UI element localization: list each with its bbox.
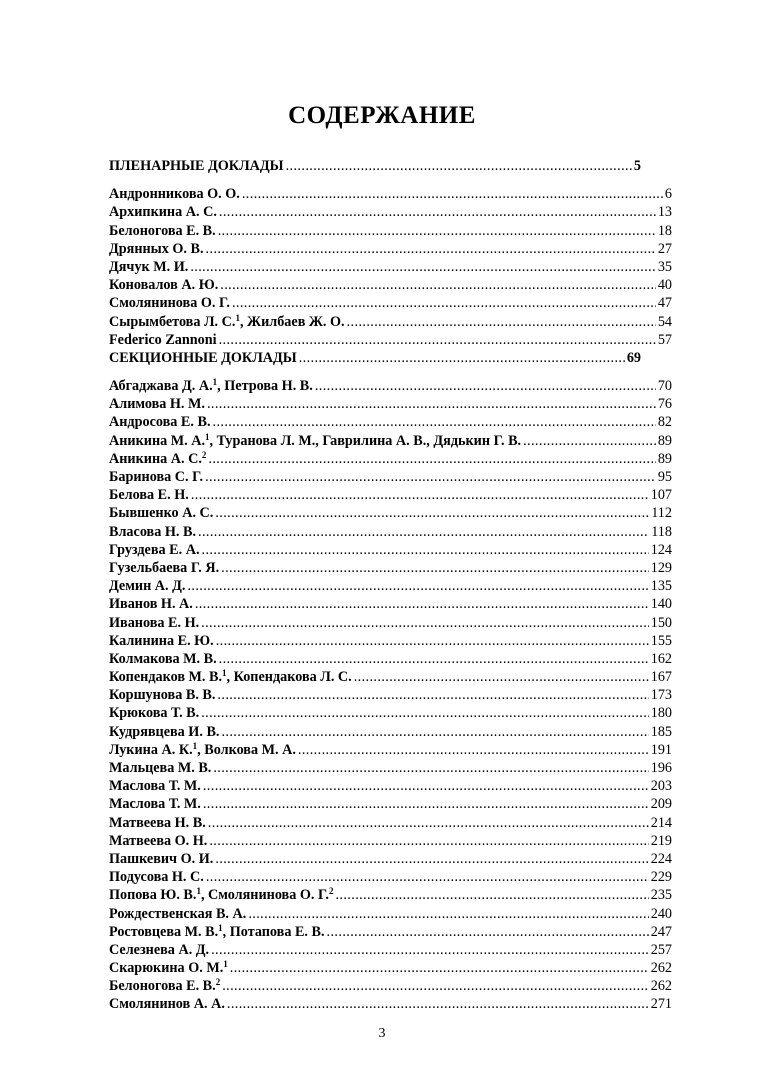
dot-leader [221,723,648,741]
dot-leader [187,577,648,595]
dot-leader [354,668,649,686]
toc-entry-author: Маслова Т. М. [109,796,201,813]
toc-section-sectional[interactable] [109,349,641,367]
toc-entry-author: Лукина А. К.$^1$, Волкова М. А. [109,740,296,758]
dot-leader [191,486,649,504]
dot-leader [217,686,648,704]
section-heading: ПЛЕНАРНЫЕ ДОКЛАДЫ [109,158,284,174]
toc-entry-author: Иванов Н. А. [109,596,193,613]
toc-entry-page: 185 [650,723,672,740]
toc-entry-author: Сырымбетова Л. С.$^1$, Жилбаев Ж. О. [109,312,345,330]
toc-entry[interactable] [109,185,672,203]
toc-entry[interactable] [109,868,672,886]
toc-entry-page: 54 [657,313,672,330]
dot-leader [221,559,649,577]
page-number: 3 [378,1026,386,1041]
toc-entry-page: 180 [650,705,672,722]
toc-entry-page: 140 [650,596,672,613]
toc-entry-page: 240 [650,905,672,922]
toc-entry[interactable] [109,795,672,813]
dot-leader [298,741,649,759]
toc-entry[interactable] [109,240,672,258]
dot-leader [219,203,656,221]
toc-entry[interactable] [109,777,672,795]
toc-entry[interactable] [109,577,672,595]
toc-entry-author: Селезнева А. Д. [109,941,210,958]
dot-leader [203,777,649,795]
toc-entry-page: 214 [650,814,672,831]
dot-leader [299,349,625,367]
toc-entry[interactable] [109,559,672,577]
toc-entry-page: 13 [657,204,672,221]
toc-entry-author: Смолянинов А. А. [109,996,225,1013]
toc-entry-author: Бывшенко А. С. [109,505,214,522]
toc-entry[interactable] [109,313,672,331]
toc-entry-author: Попова Ю. В.$^1$, Смолянинова О. Г.$^2$ [109,886,334,904]
toc-entry-author: Алимова Н. М. [109,396,205,413]
toc-entry-page: 76 [657,396,672,413]
toc-entry[interactable] [109,432,672,450]
toc-entry-page: 173 [650,687,672,704]
toc-entry[interactable] [109,258,672,276]
toc-entry[interactable] [109,923,672,941]
dot-leader [327,923,649,941]
section-page-number: 69 [626,349,641,366]
toc-entry[interactable] [109,704,672,722]
toc-entry-author: Дячук М. И. [109,258,189,275]
toc-entry-author: Демин А. Д. [109,578,186,595]
toc-entry-page: 129 [650,559,672,576]
dot-leader [206,240,656,258]
toc-entry[interactable] [109,276,672,294]
toc-entry-page: 262 [650,960,672,977]
toc-entry-page: 162 [650,650,672,667]
toc-entry-page: 112 [651,505,672,522]
dot-leader [227,995,649,1013]
toc-entry-author: Смолянинова О. Г. [109,295,230,312]
toc-entry-author: Груздева Е. А. [109,541,200,558]
dot-leader [216,632,649,650]
toc-entry-author: Крюкова Т. В. [109,705,200,722]
page-title: СОДЕРЖАНИЕ [288,102,476,129]
dot-leader [335,886,648,904]
dot-leader [215,850,648,868]
dot-leader [213,413,656,431]
toc-entry-page: 191 [650,741,672,758]
toc-entry-page: 40 [657,277,672,294]
dot-leader [347,313,656,331]
dot-leader [203,795,649,813]
toc-entry-author: Белоногова Е. В. [109,222,216,239]
toc-entry[interactable] [109,203,672,221]
toc-entry-author: Калинина Е. Ю. [109,632,214,649]
toc-entry[interactable] [109,523,672,541]
toc-entry[interactable] [109,741,672,759]
toc-entry[interactable] [109,377,672,395]
toc-entry[interactable] [109,995,672,1013]
dot-leader [222,977,649,995]
toc-entry[interactable] [109,723,672,741]
dot-leader [211,941,649,959]
toc-entry[interactable] [109,486,672,504]
toc-entry[interactable] [109,668,672,686]
dot-leader [195,595,649,613]
toc-entry-author: Мальцева М. В. [109,760,212,776]
toc-entry-author: Коновалов А. Ю. [109,277,219,294]
toc-entry-page: 235 [650,887,672,904]
toc-entry-page: 262 [650,978,672,995]
toc-entry[interactable] [109,941,672,959]
dot-leader [190,258,655,276]
table-of-contents [109,157,672,1014]
dot-leader [213,759,648,777]
toc-entry-page: 6 [664,186,672,203]
dot-leader [230,959,649,977]
toc-entry[interactable] [109,650,672,668]
toc-entry-author: Гузельбаева Г. Я. [109,559,220,576]
toc-entry-page: 89 [657,432,672,449]
dot-leader [198,523,649,541]
toc-entry-page: 118 [651,523,672,540]
dot-leader [209,832,648,850]
toc-entry-page: 203 [650,778,672,795]
toc-entry-author: Маслова Т. М. [109,778,201,795]
toc-entry-author: Дрянных О. В. [109,240,204,257]
toc-entry[interactable] [109,294,672,312]
toc-entry-author: Матвеева О. Н. [109,832,208,849]
toc-entry-author: Рождественская В. А. [109,905,247,922]
sectional-entries [109,377,672,1014]
dot-leader [242,185,663,203]
dot-leader [219,650,649,668]
toc-entry-author: Аникина М. А.$^1$, Туранова Л. М., Гаврилина А. В., Дядькин Г. В. [109,431,522,449]
toc-entry-page: 82 [657,414,672,431]
toc-entry-page: 219 [650,832,672,849]
toc-entry[interactable] [109,222,672,240]
dot-leader [315,377,656,395]
toc-entry[interactable] [109,959,672,977]
toc-entry-page: 150 [650,614,672,631]
toc-entry-author: Андросова Е. В. [109,414,211,431]
toc-entry-author: Иванова Е. Н. [109,614,200,631]
dot-leader [218,222,656,240]
toc-entry[interactable] [109,450,672,468]
toc-entry-author: Скарюкина О. М.$^1$ [109,959,228,977]
dot-leader [248,905,648,923]
toc-entry-author: Баринова С. Г. [109,469,204,485]
dot-leader [220,276,656,294]
toc-entry-author: Андронникова О. О. [109,186,240,203]
dot-leader [232,294,656,312]
dot-leader [219,331,656,349]
toc-entry-page: 155 [650,632,672,649]
toc-entry-page: 89 [657,450,672,467]
dot-leader [215,504,649,522]
dot-leader [205,468,656,486]
toc-entry-page: 224 [650,850,672,867]
section-heading: СЕКЦИОННЫЕ ДОКЛАДЫ [109,349,297,366]
dot-leader [208,814,649,832]
toc-entry-page: 57 [657,331,672,348]
toc-entry-page: 209 [650,796,672,813]
toc-entry-page: 95 [657,469,672,485]
toc-entry-page: 107 [650,487,672,504]
toc-entry-author: Коршунова В. В. [109,687,216,704]
toc-entry-author: Власова Н. В. [109,523,196,540]
dot-leader [206,868,649,886]
toc-entry-page: 124 [650,541,672,558]
toc-entry-author: Колмакова М. В. [109,650,217,667]
toc-entry[interactable] [109,832,672,850]
toc-entry[interactable] [109,468,672,486]
toc-entry[interactable] [109,886,672,904]
plenary-entries [109,185,672,349]
toc-entry-author: Federico Zannoni [109,331,217,348]
toc-entry-author: Белова Е. Н. [109,487,189,504]
toc-section-plenary[interactable] [109,157,641,175]
toc-entry-page: 70 [657,378,672,395]
dot-leader [286,157,632,175]
toc-entry-page: 18 [657,222,672,239]
toc-entry-page: 247 [650,923,672,940]
toc-entry-author: Абгаджава Д. А.$^1$, Петрова Н. В. [109,377,313,395]
toc-entry-page: 135 [650,578,672,595]
toc-entry[interactable] [109,614,672,632]
toc-entry-author: Белоногова Е. В.$^2$ [109,977,221,995]
toc-entry-author: Пашкевич О. И. [109,850,214,867]
dot-leader [207,395,656,413]
toc-entry-author: Кудрявцева И. В. [109,723,220,740]
dot-leader [201,614,649,632]
toc-entry[interactable] [109,814,672,832]
toc-entry-author: Ростовцева М. В.$^1$, Потапова Е. В. [109,922,325,940]
toc-entry[interactable] [109,686,672,704]
toc-entry-page: 47 [657,295,672,312]
dot-leader [202,541,649,559]
toc-entry-page: 35 [657,258,672,275]
toc-entry[interactable] [109,632,672,650]
section-page-number: 5 [633,158,641,174]
toc-entry[interactable] [109,413,672,431]
toc-entry-author: Архипкина А. С. [109,204,217,221]
toc-entry[interactable] [109,905,672,923]
toc-entry[interactable] [109,977,672,995]
toc-entry-author: Матвеева Н. В. [109,814,206,831]
toc-entry-page: 229 [650,869,672,886]
toc-entry-page: 257 [650,941,672,958]
dot-leader [523,432,656,450]
dot-leader [201,704,649,722]
toc-entry[interactable] [109,504,672,522]
toc-entry[interactable] [109,395,672,413]
toc-entry-page: 27 [657,240,672,257]
toc-entry[interactable] [109,331,672,349]
toc-entry-page: 271 [650,996,672,1013]
dot-leader [208,450,655,468]
toc-entry[interactable] [109,595,672,613]
toc-entry-page: 196 [650,760,672,776]
toc-entry[interactable] [109,541,672,559]
toc-entry-author: Копендаков М. В.$^1$, Копендакова Л. С. [109,668,352,686]
toc-entry-author: Подусова Н. С. [109,869,204,886]
toc-entry-author: Аникина А. С.$^2$ [109,449,207,467]
toc-entry-page: 167 [650,669,672,686]
toc-entry[interactable] [109,850,672,868]
toc-entry[interactable] [109,759,672,777]
